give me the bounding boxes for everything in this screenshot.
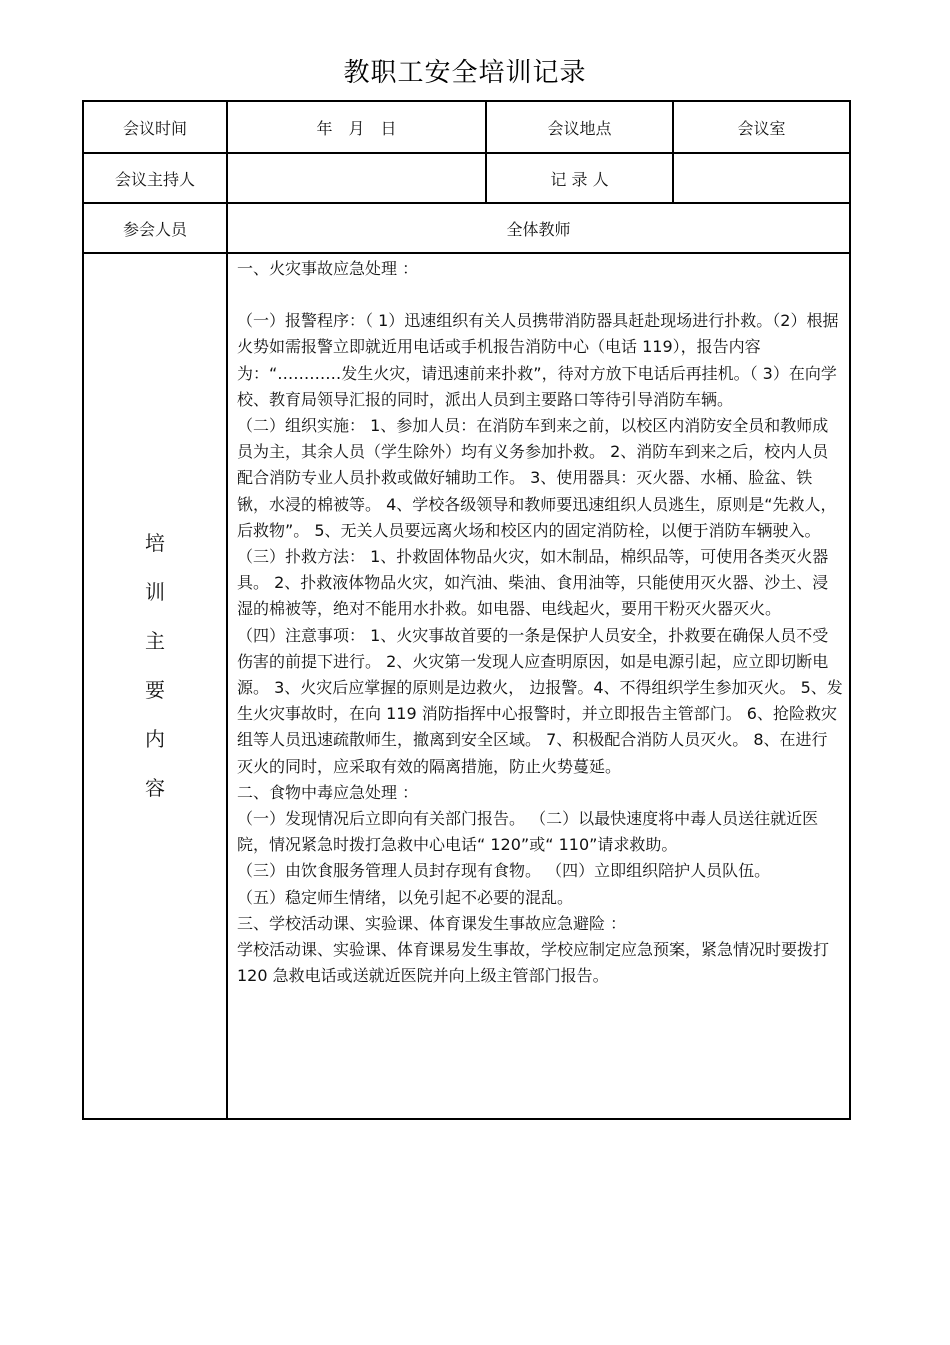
paragraph-alarm-procedure: （一）报警程序：（ 1）迅速组织有关人员携带消防器具赶赴现场进行扑救。（2）根据火势如需报警立即就近用电话或手机报告消防中心（电话 119），报告内容为：“…………发生火灾，请迅速前来扑救”，待对方放下电话后再挂机。（ 3）在向学校、教育局领导汇报的同时，派出人员到主要路口等待引导消防车辆。 [237, 311, 839, 409]
meeting-place-value: 会议室 [673, 101, 850, 153]
training-content-body [227, 253, 850, 1119]
paragraph-precautions: （四）注意事项： 1、火灾事故首要的一条是保护人员安全，扑救要在确保人员不受伤害的前提下进行。 2、火灾第一发现人应查明原因，如是电源引起，应立即切断电源。 3、火灾后应掌握的原则是边救火， 边报警。4、不得组织学生参加灭火。 5、发生火灾事故时，在向 119 消防指挥中心报警时，并立即报告主管部门。 6、抢险救灾组等人员迅速疏散师生，撤离到安全区域。 7、积极配合消防人员灭火。 8、在进行灭火的同时，应采取有效的隔离措施，防止火势蔓延。 [237, 625, 843, 776]
paragraph-food-calm: （五）稳定师生情绪，以免引起不必要的混乱。 [237, 887, 574, 907]
section-heading-fire: 一、火灾事故应急处理 ： [237, 259, 419, 278]
label-char: 内 [145, 727, 165, 751]
label-char: 训 [145, 580, 165, 604]
recorder-value [673, 153, 850, 203]
training-record-table [82, 100, 851, 1120]
attendees-label: 参会人员 [83, 203, 227, 253]
recorder-label: 记 录 人 [486, 153, 673, 203]
paragraph-class-accidents: 学校活动课、实验课、体育课易发生事故，学校应制定应急预案，紧急情况时要拨打 120 急救电话或送就近医院并向上级主管部门报告。 [237, 940, 830, 986]
host-label: 会议主持人 [83, 153, 227, 203]
attendees-value: 全体教师 [227, 203, 850, 253]
section-heading-food-poisoning: 二、食物中毒应急处理 ： [237, 782, 419, 802]
training-content-label [83, 253, 227, 1119]
section-heading-class-accidents: 三、学校活动课、实验课、体育课发生事故应急避险 ： [237, 913, 627, 933]
label-char: 容 [145, 776, 165, 800]
meeting-place-label: 会议地点 [486, 101, 673, 153]
paragraph-organization: （二）组织实施： 1、参加人员：在消防车到来之前，以校区内消防安全员和教师成员为主，其余人员（学生除外）均有义务参加扑救。 2、消防车到来之后，校内人员配合消防专业人员扑救或做好辅助工作。 3、使用器具：灭火器、水桶、脸盆、铁锹，水浸的棉被等。 4、学校各级领导和教师要迅速组织人员逃生，原则是“先救人，后救物”。 5、无关人员要远离火场和校区内的固定消防栓，以便于消防车辆驶入。 [237, 416, 837, 540]
label-char: 培 [145, 531, 165, 555]
meeting-time-value: 年 月 日 [227, 101, 486, 153]
host-value [227, 153, 486, 203]
paragraph-food-seal: （三）由饮食服务管理人员封存现有食物。 （四）立即组织陪护人员队伍。 [237, 861, 771, 881]
meeting-time-label: 会议时间 [83, 101, 227, 153]
paragraph-rescue-methods: （三）扑救方法： 1、扑救固体物品火灾，如木制品，棉织品等，可使用各类灭火器具。 2、扑救液体物品火灾，如汽油、柴油、食用油等，只能使用灭火器、沙土、浸湿的棉被等，绝对不能用水扑救。如电器、电线起火，要用干粉灭火器灭火。 [237, 547, 829, 619]
label-char: 要 [145, 678, 165, 702]
row-training-content [83, 253, 850, 1119]
row-meeting-time [83, 101, 850, 153]
paragraph-food-report: （一）发现情况后立即向有关部门报告。 （二）以最快速度将中毒人员送往就近医院，情况紧急时拨打急救中心电话“ 120”或“ 110”请求救助。 [237, 809, 819, 855]
page-title: 教职工安全培训记录 [343, 58, 587, 88]
row-host [83, 153, 850, 203]
label-char: 主 [145, 629, 165, 653]
